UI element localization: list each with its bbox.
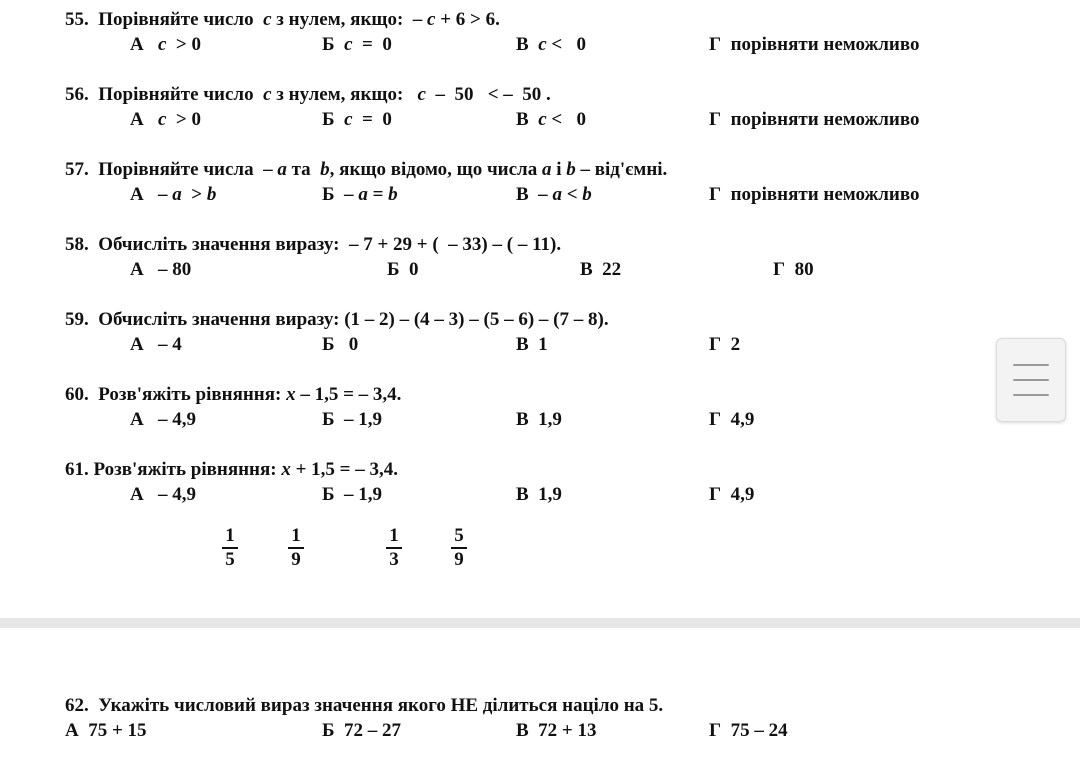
question-56 (0, 84, 1080, 144)
option-v (516, 484, 562, 506)
text-run: Г 4,9 (709, 484, 755, 505)
text-run: Б (322, 34, 345, 55)
text-run: В 72 + 13 (516, 720, 597, 741)
option-a (130, 484, 196, 506)
variable: a (277, 159, 287, 180)
text-run: – 1,5 = – 3,4. (295, 384, 402, 405)
option-b (322, 34, 392, 56)
variable: a (172, 184, 182, 205)
text-run: Г 4,9 (709, 409, 755, 430)
question-55 (0, 9, 1080, 69)
text-run: А – 4 (130, 334, 182, 355)
text-run: А 75 + 15 (65, 720, 147, 741)
question-58 (0, 234, 1080, 294)
text-run: А – 4,9 (130, 409, 196, 430)
page-separator (0, 618, 1080, 628)
option-a (130, 409, 196, 431)
option-a (130, 334, 182, 356)
text-run: > 0 (166, 109, 201, 130)
text-run: 56. Порівняйте число (65, 84, 264, 105)
hamburger-menu-icon (1013, 394, 1049, 396)
text-run: Г порівняти неможливо (709, 184, 920, 205)
fraction-numerator: 1 (225, 525, 235, 546)
text-run: А (130, 34, 158, 55)
text-run: Г 80 (773, 259, 814, 280)
question-text (65, 159, 667, 181)
variable: c (427, 9, 436, 30)
text-run: Б – (322, 184, 359, 205)
option-b (322, 720, 401, 742)
option-a (130, 184, 216, 206)
variable: c (263, 84, 272, 105)
text-run: 61. Розв'яжіть рівняння: (65, 459, 282, 480)
option-v (516, 720, 597, 742)
text-run: з нулем, якщо: – (271, 9, 428, 30)
text-run: = 0 (352, 34, 392, 55)
variable: c (538, 109, 547, 130)
option-b (322, 109, 392, 131)
question-text (65, 84, 551, 106)
text-run: Г порівняти неможливо (709, 34, 920, 55)
text-run: 57. Порівняйте числа – (65, 159, 278, 180)
option-a (130, 109, 201, 131)
text-run: + 1,5 = – 3,4. (290, 459, 399, 480)
option-g (709, 484, 754, 506)
fraction-denominator: 5 (225, 549, 235, 570)
hamburger-menu-icon (1013, 379, 1049, 381)
page-2 (0, 628, 1080, 773)
text-run: 59. Обчисліть значення виразу: (1 – 2) – (4 – 3) – (5 – 6) – (7 – 8). (65, 309, 609, 330)
hamburger-menu-icon (1013, 364, 1049, 366)
text-run: В 22 (580, 259, 622, 280)
text-run: – від'ємні. (575, 159, 668, 180)
text-run: В (516, 34, 539, 55)
question-59 (0, 309, 1080, 369)
text-run: Б 0 (387, 259, 419, 280)
text-run: і (551, 159, 567, 180)
question-text (65, 459, 398, 481)
option-g (709, 334, 740, 356)
option-g (773, 259, 814, 281)
option-b (322, 484, 382, 506)
fraction (447, 526, 471, 570)
text-run: < (561, 184, 583, 205)
option-a (65, 720, 147, 742)
question-62 (0, 695, 1080, 755)
text-run: В (516, 109, 539, 130)
variable: c (417, 84, 426, 105)
fraction (284, 526, 308, 570)
variable: b (206, 184, 217, 205)
text-run: з нулем, якщо: (271, 84, 418, 105)
fraction-denominator: 9 (454, 549, 464, 570)
question-57 (0, 159, 1080, 219)
variable: x (281, 459, 291, 480)
variable: b (388, 184, 398, 205)
menu-button[interactable] (996, 338, 1066, 422)
text-run: = (367, 184, 389, 205)
variable: a (358, 184, 368, 205)
text-run: В 1,9 (516, 484, 562, 505)
option-a (130, 259, 191, 281)
fraction (218, 526, 242, 570)
text-run: 58. Обчисліть значення виразу: – 7 + 29 + ( – 33) – ( – 11). (65, 234, 562, 255)
variable: c (263, 9, 272, 30)
option-v (516, 334, 548, 356)
text-run: Б – 1,9 (322, 484, 383, 505)
option-v (580, 259, 621, 281)
text-run: Б 72 – 27 (322, 720, 402, 741)
option-v (516, 109, 586, 131)
text-run: А – 4,9 (130, 484, 196, 505)
option-g (709, 184, 920, 206)
variable: b (320, 159, 330, 180)
text-run: Б 0 (322, 334, 359, 355)
variable: c (157, 34, 167, 55)
fraction-numerator: 1 (389, 525, 399, 546)
option-b (387, 259, 419, 281)
option-g (709, 109, 920, 131)
text-run: В 1 (516, 334, 548, 355)
fraction-numerator: 5 (454, 525, 464, 546)
option-g (709, 409, 754, 431)
text-run: > (181, 184, 207, 205)
text-run: Г 2 (709, 334, 741, 355)
text-run: В – (516, 184, 553, 205)
question-61 (0, 459, 1080, 519)
variable: b (582, 184, 592, 205)
option-g (709, 720, 788, 742)
option-v (516, 34, 586, 56)
text-run: Б (322, 109, 345, 130)
variable: c (344, 34, 353, 55)
text-run: А – 80 (130, 259, 192, 280)
question-text (65, 9, 500, 31)
text-run: 60. Розв'яжіть рівняння: (65, 384, 287, 405)
variable: c (344, 109, 353, 130)
variable: a (541, 159, 552, 180)
text-run: В 1,9 (516, 409, 562, 430)
question-text (65, 234, 561, 256)
text-run: < 0 (546, 34, 586, 55)
option-b (322, 334, 358, 356)
text-run: Г 75 – 24 (709, 720, 788, 741)
text-run: – 50 < – 50 . (425, 84, 551, 105)
text-run: + 6 > 6. (435, 9, 500, 30)
text-run: 55. Порівняйте число (65, 9, 264, 30)
fraction-numerator: 1 (291, 525, 301, 546)
fraction-denominator: 3 (389, 549, 399, 570)
option-a (130, 34, 201, 56)
question-text (65, 309, 609, 331)
fraction (382, 526, 406, 570)
option-b (322, 184, 398, 206)
text-run: > 0 (166, 34, 201, 55)
text-run: Г порівняти неможливо (709, 109, 920, 130)
text-run: = 0 (352, 109, 392, 130)
text-run: А (130, 109, 158, 130)
variable: b (566, 159, 576, 180)
variable: c (157, 109, 167, 130)
text-run: Б – 1,9 (322, 409, 383, 430)
text-run: < 0 (546, 109, 586, 130)
question-text (65, 384, 401, 406)
option-g (709, 34, 920, 56)
variable: x (286, 384, 296, 405)
question-text (65, 695, 663, 717)
option-v (516, 184, 592, 206)
fraction-denominator: 9 (291, 549, 301, 570)
text-run: та (286, 159, 321, 180)
variable: a (552, 184, 562, 205)
option-v (516, 409, 562, 431)
text-run: , якщо відомо, що числа (329, 159, 542, 180)
option-b (322, 409, 382, 431)
question-60 (0, 384, 1080, 444)
text-run: А – (130, 184, 173, 205)
variable: c (538, 34, 547, 55)
text-run: 62. Укажіть числовий вираз значення якого НЕ ділиться націло на 5. (65, 695, 664, 716)
